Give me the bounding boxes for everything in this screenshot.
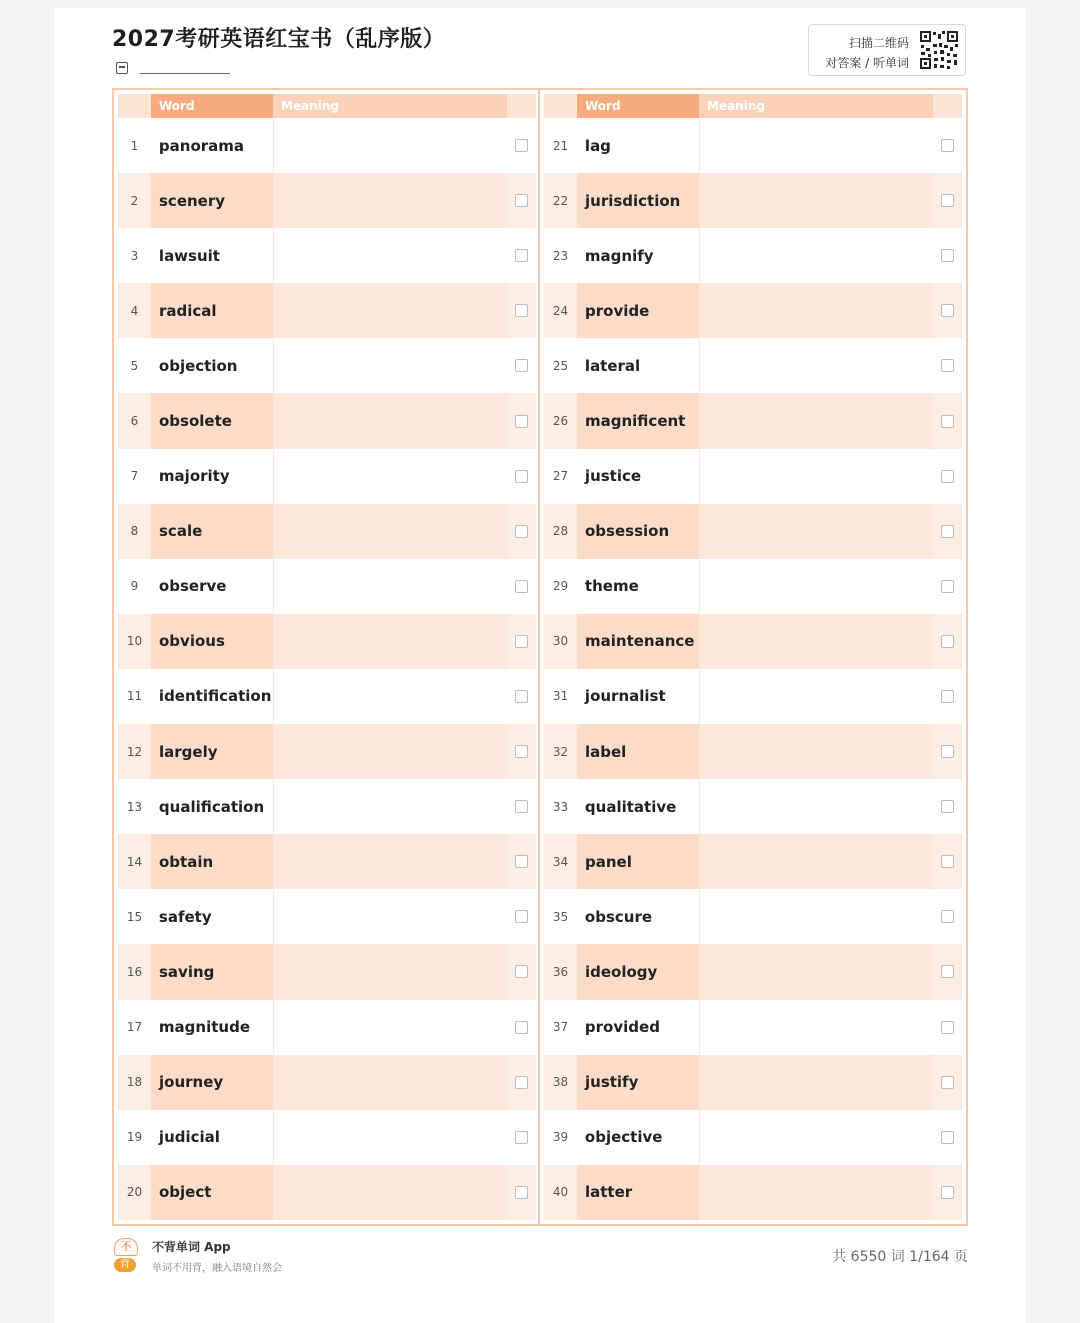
word-cell: obsession	[577, 504, 699, 559]
logo-top-glyph: 不	[114, 1238, 138, 1256]
row-number: 27	[544, 449, 577, 504]
meaning-cell[interactable]	[273, 118, 507, 173]
meaning-cell[interactable]	[699, 779, 933, 834]
word-cell: latter	[577, 1165, 699, 1220]
check-cell	[507, 338, 536, 393]
checkbox-icon[interactable]	[515, 1021, 528, 1034]
check-cell	[507, 614, 536, 669]
checkbox-icon[interactable]	[941, 1186, 954, 1199]
word-cell: journey	[151, 1055, 273, 1110]
row-number: 40	[544, 1165, 577, 1220]
check-cell	[933, 889, 962, 944]
check-cell	[507, 504, 536, 559]
table-row	[544, 724, 962, 779]
checkbox-icon[interactable]	[515, 580, 528, 593]
checkbox-icon[interactable]	[941, 304, 954, 317]
row-number: 29	[544, 559, 577, 614]
qr-line-1: 扫描二维码	[848, 36, 909, 50]
word-cell: theme	[577, 559, 699, 614]
check-cell	[507, 449, 536, 504]
table-row	[118, 779, 536, 834]
row-number: 11	[118, 669, 151, 724]
meaning-cell[interactable]	[699, 173, 933, 228]
meaning-cell[interactable]	[273, 283, 507, 338]
table-row	[118, 1110, 536, 1165]
calendar-icon	[116, 62, 128, 74]
word-cell: saving	[151, 944, 273, 999]
word-cell: label	[577, 724, 699, 779]
meaning-cell[interactable]	[699, 614, 933, 669]
checkbox-icon[interactable]	[515, 1186, 528, 1199]
meaning-cell[interactable]	[273, 889, 507, 944]
meaning-cell[interactable]	[699, 118, 933, 173]
checkbox-icon[interactable]	[941, 800, 954, 813]
check-cell	[933, 724, 962, 779]
table-row	[118, 449, 536, 504]
table-row	[118, 944, 536, 999]
header-num-cell	[118, 94, 151, 118]
logo-bottom-glyph: 背	[114, 1258, 136, 1272]
word-cell: majority	[151, 449, 273, 504]
word-cell: provide	[577, 283, 699, 338]
word-cell: magnificent	[577, 393, 699, 448]
check-cell	[507, 1110, 536, 1165]
table-row	[544, 669, 962, 724]
checkbox-icon[interactable]	[515, 910, 528, 923]
left-column	[118, 94, 536, 1220]
table-row	[544, 559, 962, 614]
word-cell: obscure	[577, 889, 699, 944]
checkbox-icon[interactable]	[941, 965, 954, 978]
table-row	[118, 228, 536, 283]
checkbox-icon[interactable]	[941, 194, 954, 207]
table-row	[118, 559, 536, 614]
word-cell: lag	[577, 118, 699, 173]
word-cell: jurisdiction	[577, 173, 699, 228]
check-cell	[507, 724, 536, 779]
checkbox-icon[interactable]	[941, 910, 954, 923]
table-row	[118, 393, 536, 448]
checkbox-icon[interactable]	[941, 359, 954, 372]
meaning-cell[interactable]	[699, 338, 933, 393]
check-cell	[933, 1165, 962, 1220]
word-cell: justice	[577, 449, 699, 504]
word-cell: safety	[151, 889, 273, 944]
word-header: Word	[577, 94, 699, 118]
row-number: 16	[118, 944, 151, 999]
meaning-cell[interactable]	[699, 669, 933, 724]
check-cell	[507, 1165, 536, 1220]
brand-block	[152, 1238, 282, 1274]
table-row	[118, 173, 536, 228]
meaning-header: Meaning	[699, 94, 933, 118]
row-number: 25	[544, 338, 577, 393]
word-cell: lawsuit	[151, 228, 273, 283]
checkbox-icon[interactable]	[941, 1021, 954, 1034]
table-row	[544, 834, 962, 889]
row-number: 1	[118, 118, 151, 173]
meaning-cell[interactable]	[699, 889, 933, 944]
column-divider	[538, 90, 540, 1224]
word-cell: scale	[151, 504, 273, 559]
meaning-cell[interactable]	[699, 1165, 933, 1220]
meaning-cell[interactable]	[699, 1000, 933, 1055]
row-number: 5	[118, 338, 151, 393]
check-cell	[933, 779, 962, 834]
checkbox-icon[interactable]	[515, 965, 528, 978]
brand-slogan: 单词不用背，融入语境自然会	[152, 1263, 282, 1274]
word-cell: lateral	[577, 338, 699, 393]
meaning-cell[interactable]	[699, 944, 933, 999]
qr-code-panel[interactable]	[808, 24, 966, 76]
meaning-cell[interactable]	[699, 228, 933, 283]
qr-instructions	[825, 33, 909, 73]
header-num-cell	[544, 94, 577, 118]
row-number: 3	[118, 228, 151, 283]
word-cell: magnitude	[151, 1000, 273, 1055]
word-cell: qualitative	[577, 779, 699, 834]
meaning-cell[interactable]	[699, 449, 933, 504]
check-cell	[933, 559, 962, 614]
check-cell	[507, 228, 536, 283]
word-cell: judicial	[151, 1110, 273, 1165]
table-row	[544, 228, 962, 283]
meaning-cell[interactable]	[699, 559, 933, 614]
word-cell: journalist	[577, 669, 699, 724]
check-cell	[933, 669, 962, 724]
checkbox-icon[interactable]	[941, 580, 954, 593]
row-number: 21	[544, 118, 577, 173]
checkbox-icon[interactable]	[515, 855, 528, 868]
row-number: 6	[118, 393, 151, 448]
table-row	[544, 1055, 962, 1110]
check-cell	[933, 449, 962, 504]
checkbox-icon[interactable]	[515, 470, 528, 483]
check-cell	[507, 779, 536, 834]
check-cell	[933, 504, 962, 559]
check-cell	[933, 1110, 962, 1165]
check-cell	[507, 834, 536, 889]
meaning-cell[interactable]	[273, 559, 507, 614]
meaning-cell[interactable]	[273, 1110, 507, 1165]
check-cell	[933, 283, 962, 338]
checkbox-icon[interactable]	[515, 635, 528, 648]
row-number: 36	[544, 944, 577, 999]
check-cell	[933, 834, 962, 889]
row-number: 4	[118, 283, 151, 338]
brand-name: 不背单词 App	[152, 1240, 231, 1254]
word-cell: provided	[577, 1000, 699, 1055]
checkbox-icon[interactable]	[515, 304, 528, 317]
table-row	[544, 889, 962, 944]
table-row	[544, 1000, 962, 1055]
meaning-cell[interactable]	[273, 834, 507, 889]
row-number: 26	[544, 393, 577, 448]
meaning-cell[interactable]	[699, 504, 933, 559]
checkbox-icon[interactable]	[941, 249, 954, 262]
left-rows	[118, 118, 536, 1220]
checkbox-icon[interactable]	[941, 745, 954, 758]
table-row	[544, 283, 962, 338]
table-row	[118, 118, 536, 173]
app-logo	[114, 1238, 142, 1272]
check-cell	[507, 1000, 536, 1055]
date-row	[116, 62, 230, 74]
checkbox-icon[interactable]	[941, 415, 954, 428]
check-cell	[933, 614, 962, 669]
table-row	[544, 504, 962, 559]
row-number: 15	[118, 889, 151, 944]
header-check-cell	[933, 94, 962, 118]
meaning-cell[interactable]	[273, 1055, 507, 1110]
word-cell: observe	[151, 559, 273, 614]
check-cell	[933, 944, 962, 999]
word-cell: maintenance	[577, 614, 699, 669]
row-number: 20	[118, 1165, 151, 1220]
word-cell: identification	[151, 669, 273, 724]
check-cell	[507, 393, 536, 448]
table-row	[544, 944, 962, 999]
table-row	[544, 393, 962, 448]
checkbox-icon[interactable]	[515, 690, 528, 703]
right-column	[544, 94, 962, 1220]
checkbox-icon[interactable]	[515, 1131, 528, 1144]
table-row	[544, 1165, 962, 1220]
row-number: 24	[544, 283, 577, 338]
meaning-cell[interactable]	[699, 834, 933, 889]
check-cell	[933, 173, 962, 228]
header-check-cell	[507, 94, 536, 118]
checkbox-icon[interactable]	[941, 139, 954, 152]
table-row	[118, 338, 536, 393]
check-cell	[507, 944, 536, 999]
word-table	[112, 88, 968, 1226]
meaning-cell[interactable]	[273, 504, 507, 559]
meaning-cell[interactable]	[273, 669, 507, 724]
check-cell	[933, 228, 962, 283]
row-number: 10	[118, 614, 151, 669]
row-number: 37	[544, 1000, 577, 1055]
checkbox-icon[interactable]	[515, 415, 528, 428]
right-rows	[544, 118, 962, 1220]
word-cell: obvious	[151, 614, 273, 669]
table-row	[544, 449, 962, 504]
check-cell	[933, 393, 962, 448]
meaning-cell[interactable]	[273, 1000, 507, 1055]
check-cell	[933, 1055, 962, 1110]
check-cell	[507, 889, 536, 944]
row-number: 9	[118, 559, 151, 614]
table-row	[118, 1000, 536, 1055]
checkbox-icon[interactable]	[515, 139, 528, 152]
word-cell: radical	[151, 283, 273, 338]
word-cell: panorama	[151, 118, 273, 173]
row-number: 14	[118, 834, 151, 889]
page-title: 2027考研英语红宝书（乱序版）	[112, 27, 446, 52]
row-number: 2	[118, 173, 151, 228]
row-number: 17	[118, 1000, 151, 1055]
check-cell	[933, 118, 962, 173]
word-cell: objective	[577, 1110, 699, 1165]
table-row	[118, 1055, 536, 1110]
meaning-cell[interactable]	[273, 614, 507, 669]
row-number: 18	[118, 1055, 151, 1110]
row-number: 30	[544, 614, 577, 669]
meaning-cell[interactable]	[273, 393, 507, 448]
row-number: 39	[544, 1110, 577, 1165]
table-row	[118, 724, 536, 779]
row-number: 35	[544, 889, 577, 944]
row-number: 19	[118, 1110, 151, 1165]
meaning-cell[interactable]	[273, 449, 507, 504]
qr-line-2: 对答案 / 听单词	[825, 56, 909, 70]
meaning-header: Meaning	[273, 94, 507, 118]
meaning-cell[interactable]	[699, 724, 933, 779]
check-cell	[507, 173, 536, 228]
check-cell	[933, 338, 962, 393]
row-number: 34	[544, 834, 577, 889]
meaning-cell[interactable]	[699, 393, 933, 448]
page-info: 共 6550 词 1/164 页	[832, 1249, 968, 1265]
meaning-cell[interactable]	[273, 338, 507, 393]
checkbox-icon[interactable]	[515, 745, 528, 758]
table-row	[544, 173, 962, 228]
meaning-cell[interactable]	[273, 944, 507, 999]
table-row	[118, 669, 536, 724]
worksheet-page	[54, 8, 1026, 1323]
row-number: 32	[544, 724, 577, 779]
table-row	[544, 614, 962, 669]
word-cell: obsolete	[151, 393, 273, 448]
check-cell	[507, 1055, 536, 1110]
word-cell: ideology	[577, 944, 699, 999]
word-cell: justify	[577, 1055, 699, 1110]
table-row	[118, 614, 536, 669]
meaning-cell[interactable]	[273, 779, 507, 834]
table-row	[118, 504, 536, 559]
row-number: 7	[118, 449, 151, 504]
check-cell	[507, 559, 536, 614]
word-cell: objection	[151, 338, 273, 393]
word-cell: magnify	[577, 228, 699, 283]
row-number: 31	[544, 669, 577, 724]
meaning-cell[interactable]	[699, 1110, 933, 1165]
checkbox-icon[interactable]	[941, 1076, 954, 1089]
table-header	[544, 94, 962, 118]
table-row	[544, 338, 962, 393]
meaning-cell[interactable]	[273, 724, 507, 779]
row-number: 38	[544, 1055, 577, 1110]
row-number: 13	[118, 779, 151, 834]
table-row	[544, 1110, 962, 1165]
checkbox-icon[interactable]	[941, 635, 954, 648]
checkbox-icon[interactable]	[941, 525, 954, 538]
checkbox-icon[interactable]	[941, 1131, 954, 1144]
row-number: 8	[118, 504, 151, 559]
check-cell	[507, 283, 536, 338]
meaning-cell[interactable]	[273, 173, 507, 228]
word-cell: obtain	[151, 834, 273, 889]
table-row	[118, 834, 536, 889]
row-number: 23	[544, 228, 577, 283]
word-cell: scenery	[151, 173, 273, 228]
checkbox-icon[interactable]	[515, 249, 528, 262]
check-cell	[507, 669, 536, 724]
word-cell: object	[151, 1165, 273, 1220]
meaning-cell[interactable]	[273, 1165, 507, 1220]
checkbox-icon[interactable]	[515, 359, 528, 372]
meaning-cell[interactable]	[699, 283, 933, 338]
row-number: 12	[118, 724, 151, 779]
table-header	[118, 94, 536, 118]
checkbox-icon[interactable]	[515, 194, 528, 207]
check-cell	[507, 118, 536, 173]
word-header: Word	[151, 94, 273, 118]
meaning-cell[interactable]	[699, 1055, 933, 1110]
row-number: 33	[544, 779, 577, 834]
checkbox-icon[interactable]	[941, 855, 954, 868]
word-cell: qualification	[151, 779, 273, 834]
row-number: 28	[544, 504, 577, 559]
checkbox-icon[interactable]	[941, 470, 954, 483]
checkbox-icon[interactable]	[941, 690, 954, 703]
checkbox-icon[interactable]	[515, 525, 528, 538]
checkbox-icon[interactable]	[515, 1076, 528, 1089]
checkbox-icon[interactable]	[515, 800, 528, 813]
table-row	[118, 1165, 536, 1220]
table-row	[544, 118, 962, 173]
table-row	[118, 283, 536, 338]
qr-code-icon[interactable]	[919, 30, 959, 70]
row-number: 22	[544, 173, 577, 228]
meaning-cell[interactable]	[273, 228, 507, 283]
table-row	[118, 889, 536, 944]
word-cell: largely	[151, 724, 273, 779]
check-cell	[933, 1000, 962, 1055]
date-blank-line	[140, 63, 230, 74]
table-row	[544, 779, 962, 834]
word-cell: panel	[577, 834, 699, 889]
